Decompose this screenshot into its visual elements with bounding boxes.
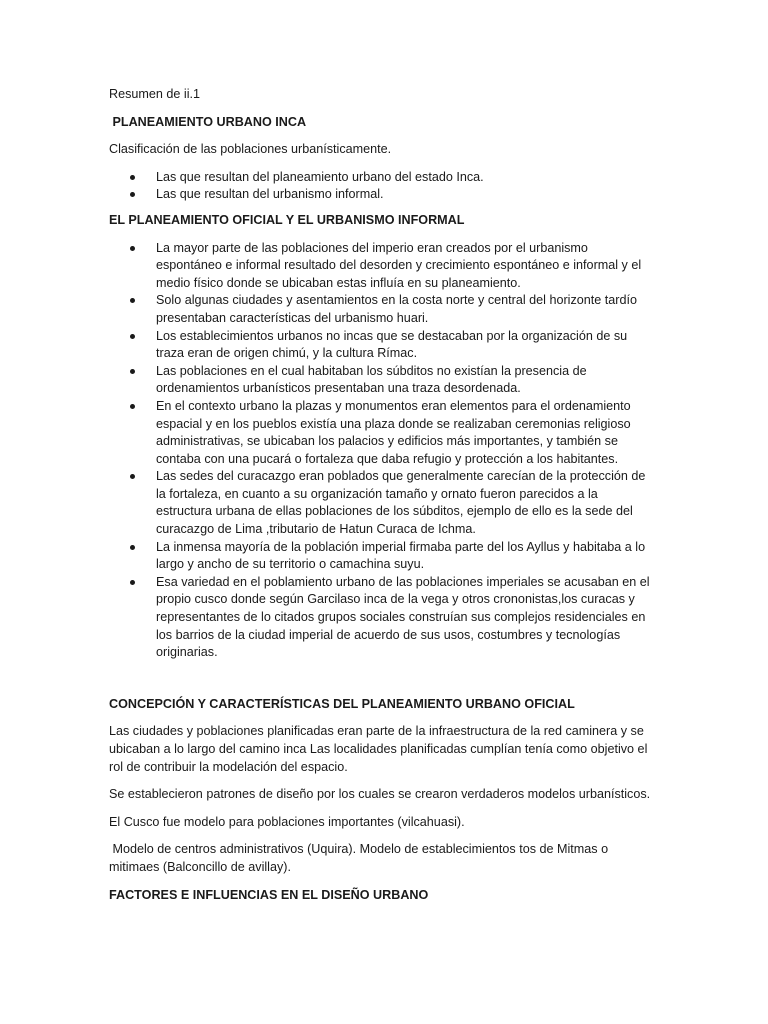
list-item <box>109 292 657 327</box>
heading-concepcion-caracteristicas: CONCEPCIÓN Y CARACTERÍSTICAS DEL PLANEAMIENTO URBANO OFICIAL <box>109 696 575 711</box>
list-item-text: Solo algunas ciudades y asentamientos en la costa norte y central del horizonte tardío presentaban características del urbanismo huari. <box>156 293 637 325</box>
list-item-text: Las poblaciones en el cual habitaban los súbditos no existían la presencia de ordenamientos urbanísticos presentaban una traza desordenada. <box>156 363 587 396</box>
paragraph-cusco-modelo: El Cusco fue modelo para poblaciones importantes (vilcahuasi). <box>109 814 465 829</box>
bullet-icon <box>130 246 135 251</box>
bullet-icon <box>130 474 135 479</box>
list-item <box>109 398 657 468</box>
heading-planeamiento-urbano-inca: PLANEAMIENTO URBANO INCA <box>109 114 307 129</box>
heading-planeamiento-oficial: EL PLANEAMIENTO OFICIAL Y EL URBANISMO INFORMAL <box>109 212 465 227</box>
list-item <box>109 363 657 398</box>
document-title: Resumen de ii.1 <box>109 87 201 101</box>
paragraph-ciudades-planificadas: Las ciudades y poblaciones planificadas eran parte de la infraestructura de la red caminera y se ubicaban a lo largo del camino inca Las localidades planificadas cumplían tenía como objetivo el rol de contribuir la modelación del espacio. <box>109 724 648 774</box>
document-body <box>109 86 657 914</box>
bullet-icon <box>130 404 135 409</box>
list-item <box>109 186 657 204</box>
list-item-text: Las que resultan del urbanismo informal. <box>156 187 384 202</box>
bullet-icon <box>130 298 135 303</box>
intro-paragraph: Clasificación de las poblaciones urbanísticamente. <box>109 142 392 157</box>
list-item <box>109 468 657 538</box>
list-item-text: Las sedes del curacazgo eran poblados que generalmente carecían de la protección de la fortaleza, en cuanto a su organización tamaño y ornato fueron parecidos a la estructura urbana de ellas poblaciones de los súbditos, ejemplo de ello es la sede del curacazgo de Lima ,tributario de Hatun Curaca de Ichma. <box>156 469 646 537</box>
list-item-text: Los establecimientos urbanos no incas que se destacaban por la organización de su traza eran de origen chimú, y la cultura Rímac. <box>156 328 628 361</box>
classification-list <box>109 169 657 204</box>
list-item-text: En el contexto urbano la plazas y monumentos eran elementos para el ordenamiento espacial y en los pueblos existía una plaza donde se realizaban ceremonias religioso administrativas, se ubicaban los palacios y edificios más importantes, y también se contaba con una pucará o fortaleza que daba refugio y protección a los habitantes. <box>156 398 631 466</box>
list-item-text: Esa variedad en el poblamiento urbano de las poblaciones imperiales se acusaban en el propio cusco donde según Garcilaso inca de la vega y otros crononistas,los curacas y representantes de lo citados grupos sociales construían sus complejos residenciales en los barrios de la ciudad imperial de acuerdo de sus usos, costumbres y tecnologías originarias. <box>156 574 650 660</box>
bullet-icon <box>130 334 135 339</box>
list-item <box>109 240 657 293</box>
list-item <box>109 574 657 662</box>
paragraph-modelo-centros: Modelo de centros administrativos (Uquira). Modelo de establecimientos tos de Mitmas o mitimaes (Balconcillo de avillay). <box>109 842 612 874</box>
list-item <box>109 539 657 574</box>
list-item-text: La mayor parte de las poblaciones del imperio eran creados por el urbanismo espontáneo e informal resultado del desorden y crecimiento espontáneo e informal y el medio físico donde se ubicaban estas influía en su planeamiento. <box>156 240 642 290</box>
bullet-icon <box>130 192 135 197</box>
planeamiento-oficial-list <box>109 240 657 662</box>
bullet-icon <box>130 175 135 180</box>
list-item-text: Las que resultan del planeamiento urbano del estado Inca. <box>156 169 484 184</box>
bullet-icon <box>130 545 135 550</box>
list-item-text: La inmensa mayoría de la población imperial firmaba parte del los Ayllus y habitaba a lo largo y ancho de su territorio o camachina suyu. <box>156 539 646 572</box>
list-item <box>109 328 657 363</box>
paragraph-patrones-diseno: Se establecieron patrones de diseño por los cuales se crearon verdaderos modelos urbanísticos. <box>109 787 651 802</box>
list-item <box>109 169 657 187</box>
bullet-icon <box>130 580 135 585</box>
bullet-icon <box>130 369 135 374</box>
heading-factores-influencias: FACTORES E INFLUENCIAS EN EL DISEÑO URBANO <box>109 887 429 902</box>
